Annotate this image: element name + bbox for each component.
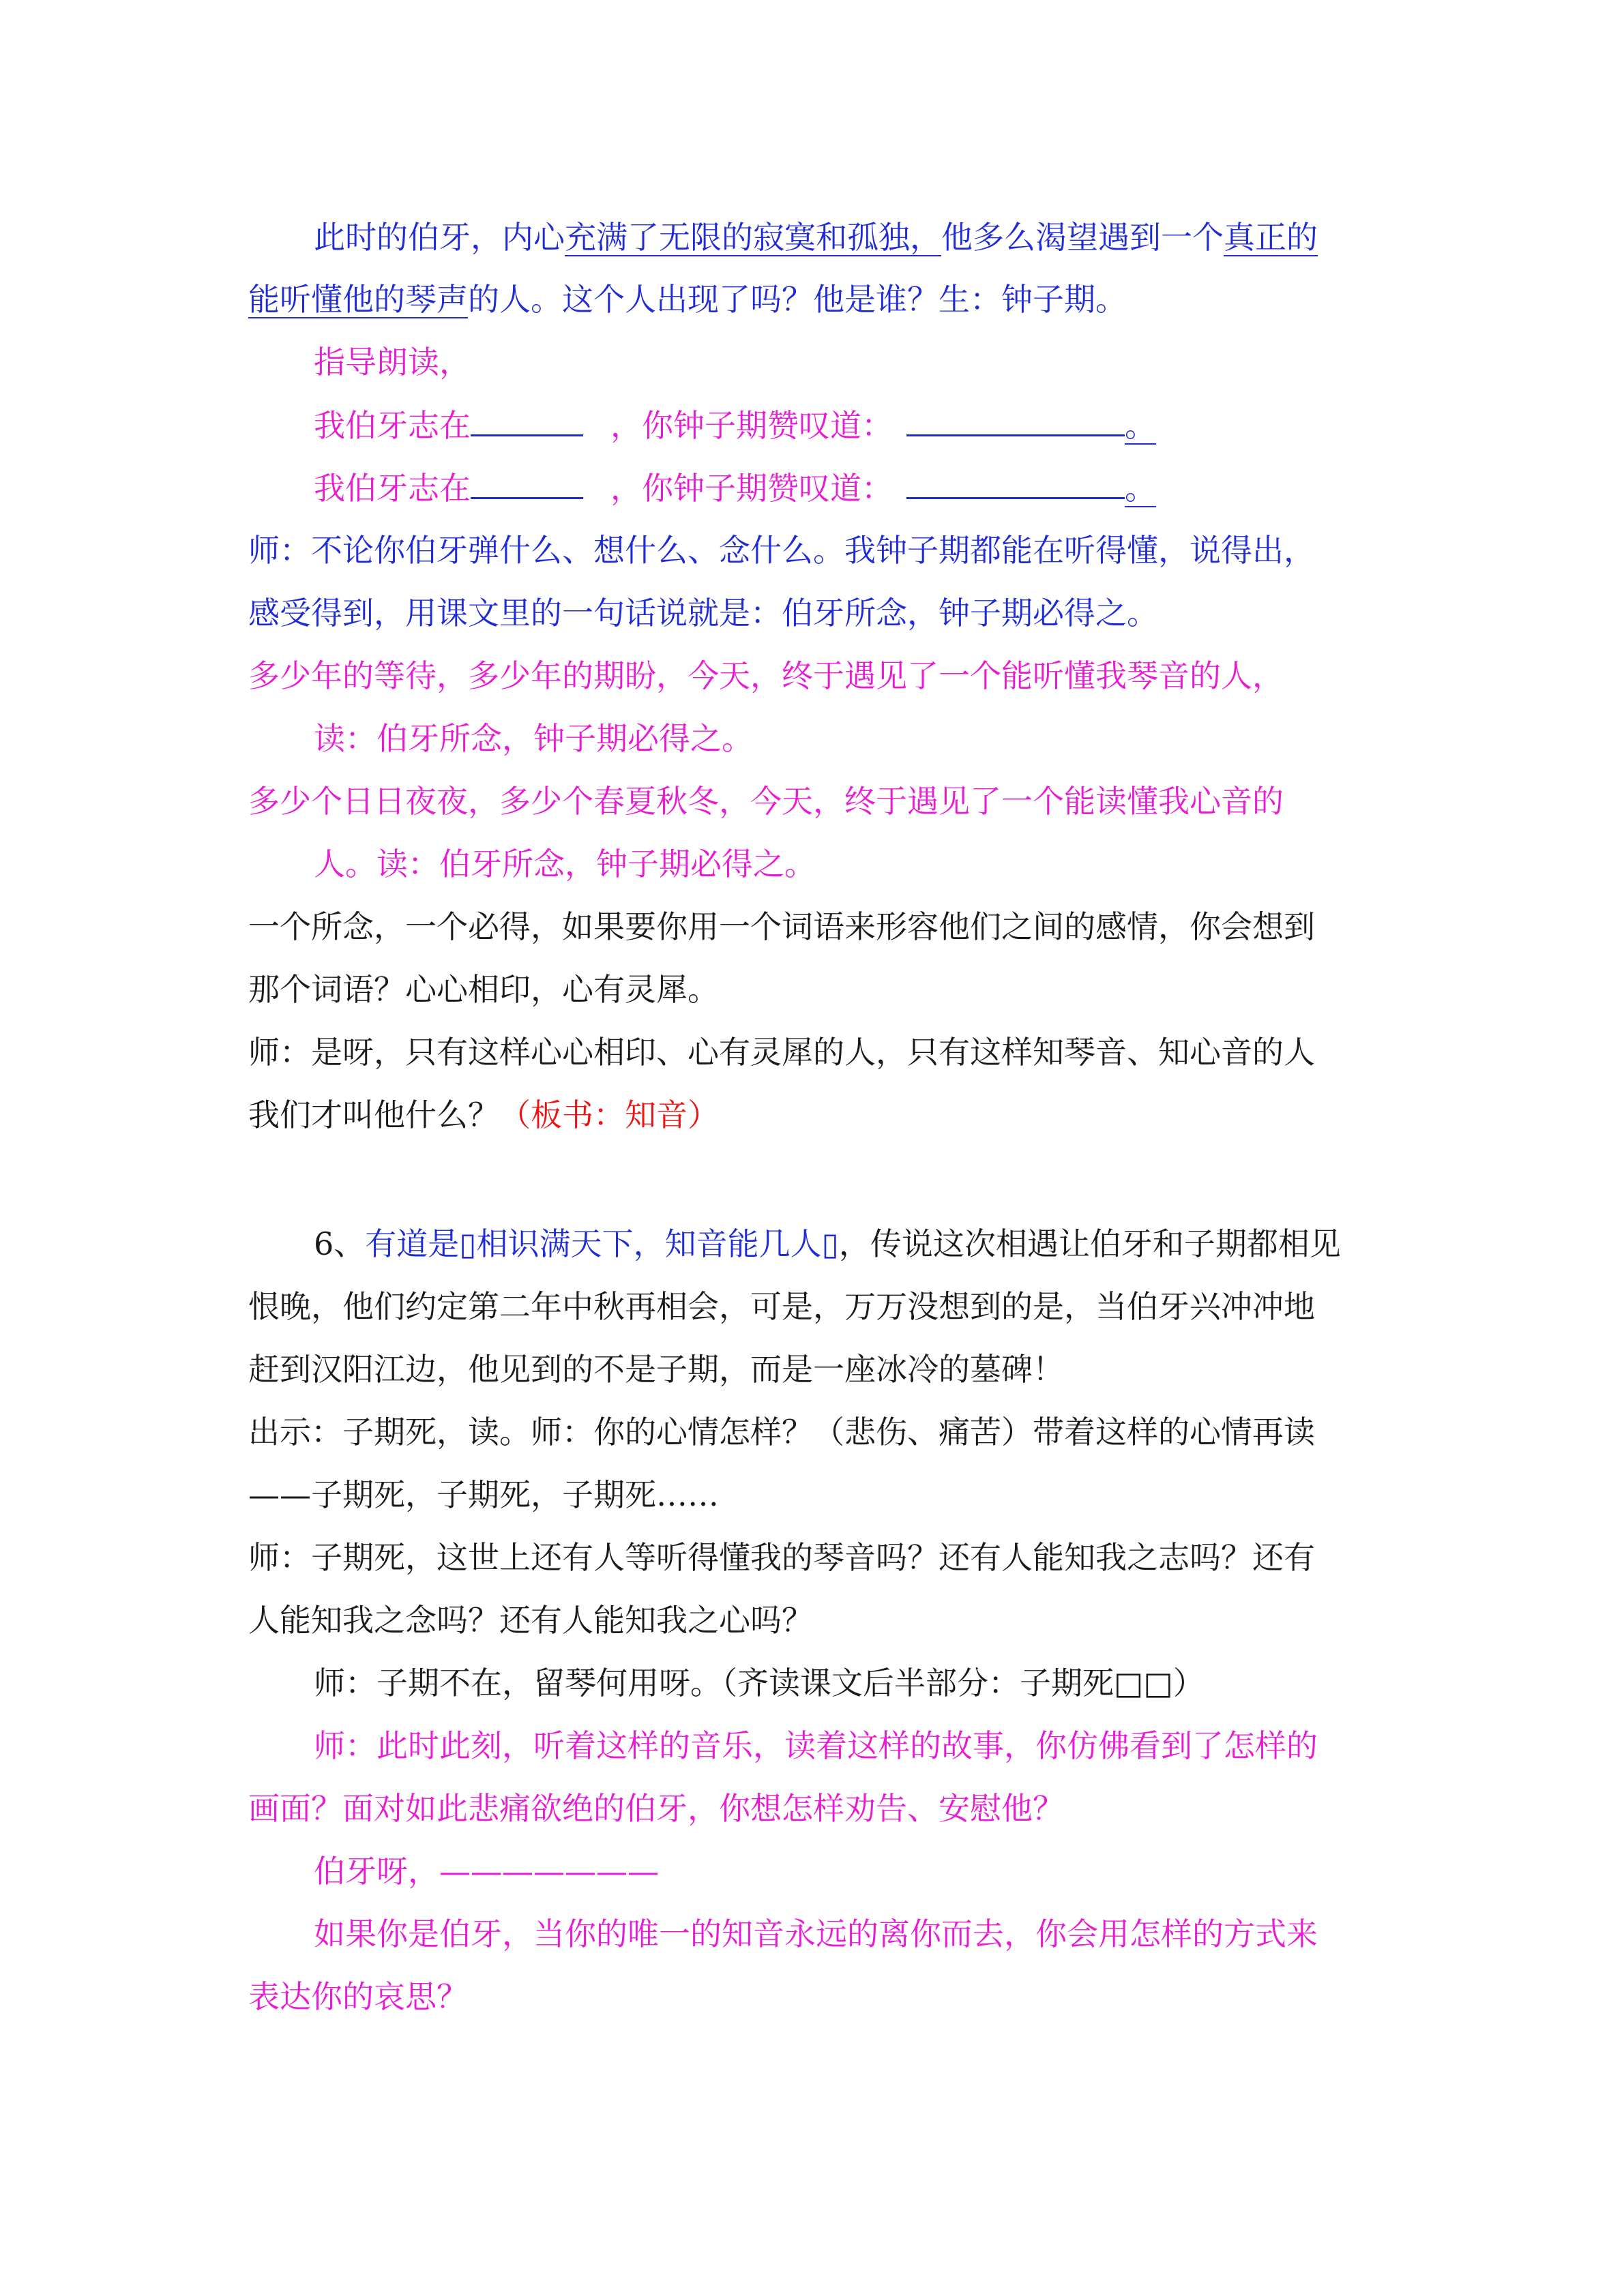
body-line: 赶到汉阳江边，他见到的不是子期，而是一座冰冷的墓碑！ (248, 1351, 1064, 1388)
blank-underline (471, 393, 583, 436)
body-line: 出示：子期死，读。师：你的心情怎样？（悲伤、痛苦）带着这样的心情再读 (248, 1414, 1315, 1450)
text-run: 此时的伯牙，内心 (314, 219, 565, 256)
underlined-text: 能听懂他的琴声 (248, 281, 468, 318)
body-line: 恨晚，他们约定第二年中秋再相会，可是，万万没想到的是，当伯牙兴冲冲地 (248, 1288, 1315, 1325)
reading-line: 表达你的哀思？ (248, 1978, 468, 2015)
blank-underline (906, 456, 1125, 499)
reading-line: 多少个日日夜夜，多少个春夏秋冬，今天，终于遇见了一个能读懂我心音的 (248, 783, 1284, 820)
text-run: 我伯牙志在 (314, 407, 471, 444)
text-run: 我们才叫他什么？ (248, 1097, 499, 1133)
fill-in-line-2 (314, 456, 1156, 520)
teacher-line: 师：不论你伯牙弹什么、想什么、念什么。我钟子期都能在听得懂，说得出， (248, 532, 1315, 569)
period-mark: 。 (1125, 407, 1156, 444)
body-line: 那个词语？心心相印，心有灵犀。 (248, 971, 719, 1008)
body-line: 一个所念，一个必得，如果要你用一个词语来形容他们之间的感情，你会想到 (248, 908, 1315, 945)
body-line (248, 1084, 719, 1146)
body-line: 师：是呀，只有这样心心相印、心有灵犀的人，只有这样知琴音、知心音的人 (248, 1034, 1315, 1071)
quote-text: 有道是▯相识满天下，知音能几人▯ (365, 1225, 839, 1262)
body-line: 师：子期不在，留琴何用呀。（齐读课文后半部分：子期死□□） (314, 1665, 1205, 1701)
reading-line: 读：伯牙所念，钟子期必得之。 (314, 720, 753, 757)
fill-in-line-1 (314, 393, 1156, 457)
reading-line: 如果你是伯牙，当你的唯一的知音永远的离你而去，你会用怎样的方式来 (314, 1915, 1318, 1952)
text-run: ，你钟子期赞叹道： (610, 407, 893, 444)
period-mark: 。 (1125, 470, 1156, 507)
reading-line: 多少年的等待，多少年的期盼，今天，终于遇见了一个能听懂我琴音的人， (248, 657, 1284, 694)
section-6-line (314, 1212, 1341, 1275)
reading-line: 画面？面对如此悲痛欲绝的伯牙，你想怎样劝告、安慰他？ (248, 1790, 1064, 1827)
reading-line: 伯牙呀，——————— (314, 1853, 659, 1890)
blank-underline (906, 393, 1125, 436)
reading-line: 师：此时此刻，听着这样的音乐，读着这样的故事，你仿佛看到了怎样的 (314, 1727, 1318, 1764)
paragraph-line-2 (248, 268, 1127, 331)
underlined-text: 真正的 (1224, 219, 1318, 256)
text-run: 我伯牙志在 (314, 470, 471, 507)
teacher-line: 感受得到，用课文里的一句话说就是：伯牙所念，钟子期必得之。 (248, 595, 1158, 631)
text-run: ，传说这次相遇让伯牙和子期都相见 (838, 1225, 1341, 1262)
paragraph-line-1 (314, 206, 1318, 269)
text-run: ，你钟子期赞叹道： (610, 470, 893, 507)
blackboard-note: （板书：知音） (499, 1097, 719, 1133)
reading-line: 人。读：伯牙所念，钟子期必得之。 (314, 846, 816, 882)
guided-reading-heading: 指导朗读， (314, 344, 471, 381)
body-line: ——子期死，子期死，子期死…… (248, 1476, 719, 1513)
underlined-text: 充满了无限的寂寞和孤独， (565, 219, 941, 256)
body-line: 人能知我之念吗？还有人能知我之心吗？ (248, 1602, 813, 1639)
text-run: 的人。这个人出现了吗？他是谁？生：钟子期。 (468, 281, 1127, 318)
body-line: 师：子期死，这世上还有人等听得懂我的琴音吗？还有人能知我之志吗？还有 (248, 1539, 1315, 1576)
section-number: 6、 (314, 1225, 366, 1262)
text-run: 他多么渴望遇到一个 (941, 219, 1224, 256)
blank-underline (471, 456, 583, 499)
